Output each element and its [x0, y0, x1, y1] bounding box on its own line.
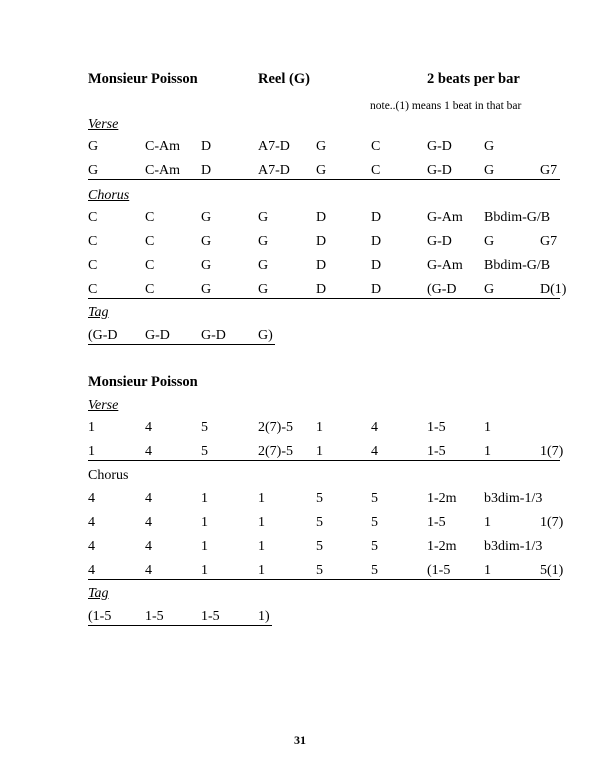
tune-title: Monsieur Poisson — [88, 71, 198, 87]
chord-cell: 1 — [201, 491, 208, 506]
chord-cell: G — [258, 210, 269, 225]
chord-row — [0, 444, 600, 464]
chord-cell: (G-D — [88, 328, 118, 343]
chord-cell: G-Am — [427, 210, 463, 225]
chord-cell: C — [145, 210, 155, 225]
chord-cell: D — [201, 163, 212, 178]
chord-row — [0, 210, 600, 230]
page-number: 31 — [294, 733, 306, 747]
chord-cell: 1 — [201, 515, 208, 530]
chord-cell: C — [88, 282, 98, 297]
numbers-verse-label: Verse — [88, 398, 119, 413]
chord-cell: G-Am — [427, 258, 463, 273]
chord-cell: 5 — [371, 491, 378, 506]
chord-cell: 4 — [145, 491, 152, 506]
chord-cell: 2(7)-5 — [258, 420, 293, 435]
chord-row — [0, 563, 600, 583]
chord-cell: D — [371, 234, 382, 249]
chord-cell: 2(7)-5 — [258, 444, 293, 459]
chord-cell: G — [484, 163, 495, 178]
chord-cell: 1 — [316, 444, 323, 459]
tag-row — [0, 609, 600, 629]
chord-cell: G — [484, 234, 495, 249]
chord-cell: 4 — [88, 563, 95, 578]
chord-cell: 1) — [258, 609, 270, 624]
chord-cell: C — [88, 258, 98, 273]
chord-row — [0, 282, 600, 302]
chord-cell: D — [371, 282, 382, 297]
numbers-title-row — [0, 374, 600, 394]
chord-cell: 1 — [258, 515, 265, 530]
chord-cell: 5 — [201, 444, 208, 459]
chord-cell: 1 — [258, 539, 265, 554]
chord-cell: 5 — [316, 539, 323, 554]
chord-cell: 1 — [484, 563, 491, 578]
chord-cell: 4 — [371, 444, 378, 459]
chord-cell: D — [201, 139, 212, 154]
chord-cell: 5 — [371, 563, 378, 578]
chord-cell: 1(7) — [540, 515, 564, 530]
chord-cell: G-D — [427, 234, 452, 249]
chord-cell: G — [484, 282, 495, 297]
header-row — [0, 71, 600, 91]
note-text: note..(1) means 1 beat in that bar — [370, 100, 522, 112]
chord-cell: G — [88, 163, 99, 178]
chord-cell: D — [316, 234, 327, 249]
chord-cell: 4 — [145, 515, 152, 530]
chord-cell: 1 — [201, 563, 208, 578]
section-underline — [88, 625, 272, 626]
numbers-tag-label: Tag — [88, 586, 109, 601]
chord-cell: G — [316, 139, 327, 154]
chord-cell: 1 — [484, 515, 491, 530]
chord-cell: 1-2m — [427, 491, 457, 506]
chord-cell: C — [88, 234, 98, 249]
verse-label: Verse — [88, 117, 119, 132]
chord-cell: 4 — [145, 444, 152, 459]
chord-cell: 1-5 — [427, 420, 446, 435]
chord-cell: G — [88, 139, 99, 154]
chord-cell: G — [201, 282, 212, 297]
chord-cell: 1 — [88, 444, 95, 459]
chord-cell: 5 — [371, 539, 378, 554]
chord-cell: G — [484, 139, 495, 154]
chord-cell: (1-5 — [427, 563, 451, 578]
chord-cell: 1 — [258, 563, 265, 578]
chord-cell: C-Am — [145, 139, 180, 154]
chord-cell: D — [316, 210, 327, 225]
chord-cell: A7-D — [258, 163, 290, 178]
chord-cell: 4 — [145, 539, 152, 554]
chord-cell: 5(1) — [540, 563, 564, 578]
chord-cell: G — [201, 210, 212, 225]
chord-cell: 5 — [316, 563, 323, 578]
chord-cell: G) — [258, 328, 273, 343]
chord-cell: 1 — [258, 491, 265, 506]
chord-cell: Bbdim-G/B — [484, 210, 551, 225]
chord-cell: G — [258, 258, 269, 273]
chord-cell: C — [88, 210, 98, 225]
tag-label: Tag — [88, 305, 109, 320]
chord-cell: 1 — [201, 539, 208, 554]
chord-cell: D — [371, 258, 382, 273]
meter: 2 beats per bar — [427, 71, 520, 87]
chord-cell: b3dim-1/3 — [484, 491, 543, 506]
chord-cell: 4 — [88, 491, 95, 506]
chord-cell: C — [371, 139, 381, 154]
numbers-title: Monsieur Poisson — [88, 374, 198, 390]
chord-cell: 1 — [316, 420, 323, 435]
chord-cell: 5 — [316, 515, 323, 530]
chord-row — [0, 139, 600, 159]
chord-row — [0, 420, 600, 440]
chord-cell: D(1) — [540, 282, 567, 297]
chord-row — [0, 515, 600, 535]
chord-cell: 4 — [145, 563, 152, 578]
chord-cell: b3dim-1/3 — [484, 539, 543, 554]
chord-cell: 1-5 — [427, 515, 446, 530]
chord-cell: (G-D — [427, 282, 457, 297]
chord-cell: 1-5 — [201, 609, 220, 624]
section-underline — [88, 298, 560, 299]
section-underline — [88, 179, 560, 180]
tag-row — [0, 328, 600, 348]
chord-row — [0, 539, 600, 559]
chord-cell: G — [201, 258, 212, 273]
chord-cell: 1-5 — [427, 444, 446, 459]
chord-cell: G-D — [145, 328, 170, 343]
chord-cell: G7 — [540, 234, 558, 249]
chord-cell: 4 — [88, 515, 95, 530]
chord-cell: 4 — [145, 420, 152, 435]
chord-cell: 1 — [484, 444, 491, 459]
chord-row — [0, 491, 600, 511]
chorus-label: Chorus — [88, 188, 130, 203]
tune-type: Reel (G) — [258, 71, 310, 87]
chord-cell: G-D — [427, 163, 452, 178]
chord-cell: 1 — [88, 420, 95, 435]
chord-cell: G — [258, 234, 269, 249]
chord-cell: C — [145, 234, 155, 249]
chord-row — [0, 163, 600, 183]
note-row — [0, 98, 600, 118]
chord-cell: 1(7) — [540, 444, 564, 459]
chord-cell: G — [316, 163, 327, 178]
chord-cell: A7-D — [258, 139, 290, 154]
section-underline — [88, 579, 560, 580]
chord-cell: 1 — [484, 420, 491, 435]
chord-cell: 1-2m — [427, 539, 457, 554]
chord-row — [0, 258, 600, 278]
chord-cell: D — [371, 210, 382, 225]
chord-cell: 5 — [316, 491, 323, 506]
chord-cell: (1-5 — [88, 609, 112, 624]
chord-cell: D — [316, 282, 327, 297]
chord-cell: G-D — [427, 139, 452, 154]
chord-cell: 5 — [201, 420, 208, 435]
chord-cell: C — [145, 258, 155, 273]
chord-cell: Bbdim-G/B — [484, 258, 551, 273]
chord-cell: G — [258, 282, 269, 297]
chord-cell: 5 — [371, 515, 378, 530]
chord-cell: 1-5 — [145, 609, 164, 624]
chord-cell: G — [201, 234, 212, 249]
numbers-chorus-label: Chorus — [88, 468, 129, 483]
chord-cell: C-Am — [145, 163, 180, 178]
chord-row — [0, 234, 600, 254]
chord-cell: 4 — [371, 420, 378, 435]
section-underline — [88, 460, 560, 461]
chord-cell: C — [371, 163, 381, 178]
chord-cell: C — [145, 282, 155, 297]
chord-cell: 4 — [88, 539, 95, 554]
chord-cell: G-D — [201, 328, 226, 343]
chord-cell: G7 — [540, 163, 558, 178]
chord-cell: D — [316, 258, 327, 273]
section-underline — [88, 344, 275, 345]
